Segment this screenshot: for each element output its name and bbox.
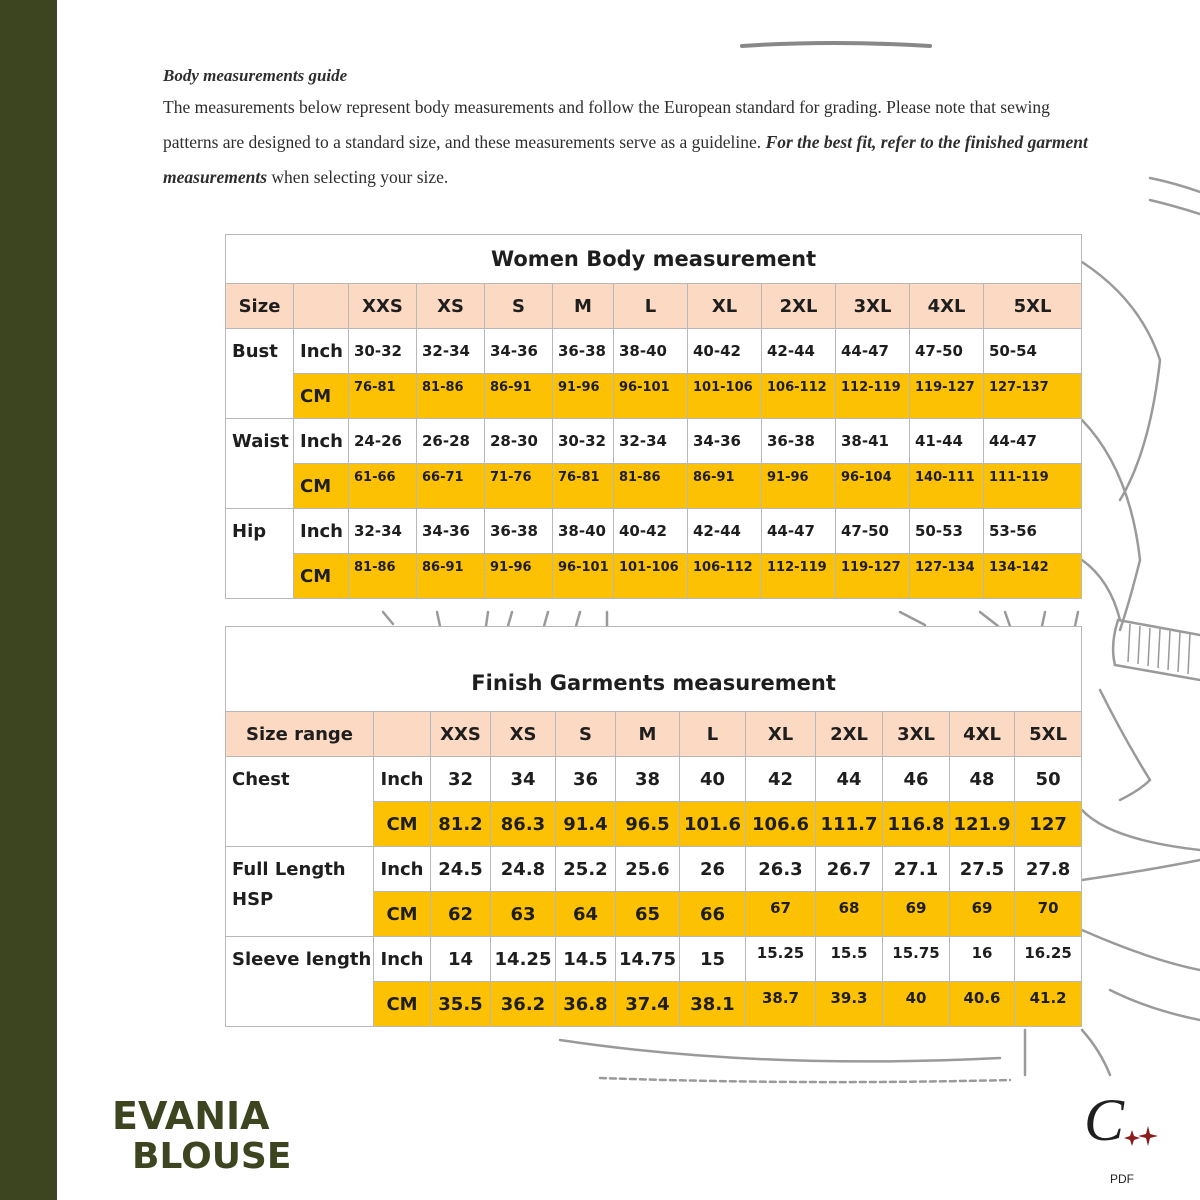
table-cell: 26.7: [816, 847, 883, 892]
table-cell: 42-44: [688, 509, 762, 554]
table-cell: 71-76: [485, 464, 553, 509]
table-cell: 81-86: [614, 464, 688, 509]
table-cell: 28-30: [485, 419, 553, 464]
table-cell: 63: [491, 892, 556, 937]
table-cell: 64: [556, 892, 616, 937]
intro-text: [163, 62, 1093, 195]
table-cell: 40.6: [950, 982, 1015, 1027]
table-cell: 16: [950, 937, 1015, 982]
table-cell: 91.4: [556, 802, 616, 847]
size-col-header: 2XL: [816, 712, 883, 757]
table-cell: 111.7: [816, 802, 883, 847]
table-cell: 62: [431, 892, 491, 937]
table-cell: 76-81: [349, 374, 417, 419]
table-cell: 86-91: [688, 464, 762, 509]
table-cell: 86-91: [485, 374, 553, 419]
table-cell: 127-134: [910, 554, 984, 599]
table-cell: 61-66: [349, 464, 417, 509]
table-cell: 42-44: [762, 329, 836, 374]
table-cell: 27.8: [1015, 847, 1082, 892]
unit-cm: CM: [294, 554, 349, 599]
measurement-label: Sleeve length: [226, 937, 374, 1027]
table-cell: 14: [431, 937, 491, 982]
intro-paragraph: [163, 90, 1093, 195]
size-col-header: XXS: [431, 712, 491, 757]
size-col-header: M: [616, 712, 680, 757]
size-col-header: 2XL: [762, 284, 836, 329]
unit-inch: Inch: [294, 419, 349, 464]
table-cell: 112-119: [762, 554, 836, 599]
measurement-label: Bust: [226, 329, 294, 419]
size-col-header: XS: [491, 712, 556, 757]
table-cell: 44-47: [836, 329, 910, 374]
size-col-header: S: [556, 712, 616, 757]
measurement-label: Waist: [226, 419, 294, 509]
table-cell: 86-91: [417, 554, 485, 599]
table-cell: 32: [431, 757, 491, 802]
measurement-label: Full Length HSP: [226, 847, 374, 937]
table-cell: 44-47: [984, 419, 1082, 464]
unit-header-empty: [374, 712, 431, 757]
table-cell: 36-38: [762, 419, 836, 464]
table-cell: 121.9: [950, 802, 1015, 847]
table-cell: 26-28: [417, 419, 485, 464]
unit-cm: CM: [374, 982, 431, 1027]
table-cell: 101-106: [614, 554, 688, 599]
unit-cm: CM: [294, 464, 349, 509]
table-cell: 47-50: [836, 509, 910, 554]
table-cell: 26.3: [746, 847, 816, 892]
table-cell: 36.2: [491, 982, 556, 1027]
unit-inch: Inch: [374, 847, 431, 892]
table-cell: 27.5: [950, 847, 1015, 892]
table-cell: 15.25: [746, 937, 816, 982]
table-cell: 27.1: [883, 847, 950, 892]
table-cell: 47-50: [910, 329, 984, 374]
table-cell: 91-96: [762, 464, 836, 509]
table-cell: 38.7: [746, 982, 816, 1027]
size-col-header: S: [485, 284, 553, 329]
unit-cm: CM: [374, 802, 431, 847]
size-col-header: M: [553, 284, 614, 329]
table-cell: 38-41: [836, 419, 910, 464]
table-cell: 119-127: [910, 374, 984, 419]
table-cell: 106-112: [762, 374, 836, 419]
table-cell: 26: [680, 847, 746, 892]
table-cell: 41-44: [910, 419, 984, 464]
intro-emphasis: For the best fit, refer to the finished garment measurements: [163, 132, 1088, 187]
brand-title: [112, 1095, 291, 1177]
logo-mark: C: [1084, 1087, 1125, 1153]
table-cell: 66-71: [417, 464, 485, 509]
table-cell: 91-96: [485, 554, 553, 599]
table-cell: 36-38: [485, 509, 553, 554]
table-cell: 69: [883, 892, 950, 937]
table-cell: 15: [680, 937, 746, 982]
table-cell: 101.6: [680, 802, 746, 847]
intro-body-end: when selecting your size.: [271, 167, 449, 187]
measurement-label: Chest: [226, 757, 374, 847]
table-cell: 41.2: [1015, 982, 1082, 1027]
table-cell: 96.5: [616, 802, 680, 847]
table-cell: 111-119: [984, 464, 1082, 509]
table-cell: 119-127: [836, 554, 910, 599]
size-col-header: L: [680, 712, 746, 757]
table-cell: 106.6: [746, 802, 816, 847]
sparkle-icon: [1082, 1090, 1172, 1170]
table-cell: 76-81: [553, 464, 614, 509]
brand-line-2: BLOUSE: [132, 1136, 292, 1177]
table-cell: 15.5: [816, 937, 883, 982]
table-cell: 106-112: [688, 554, 762, 599]
table-cell: 40-42: [688, 329, 762, 374]
table-cell: 91-96: [553, 374, 614, 419]
size-col-header: 3XL: [883, 712, 950, 757]
size-range-header: Size range: [226, 712, 374, 757]
table-cell: 46: [883, 757, 950, 802]
unit-inch: Inch: [294, 329, 349, 374]
table-cell: 96-101: [553, 554, 614, 599]
table-cell: 96-104: [836, 464, 910, 509]
size-col-header: XL: [746, 712, 816, 757]
size-col-header: 4XL: [910, 284, 984, 329]
table-cell: 50-53: [910, 509, 984, 554]
table-cell: 40-42: [614, 509, 688, 554]
unit-cm: CM: [294, 374, 349, 419]
women-body-measurement-table: [225, 234, 1082, 599]
table-title: Finish Garments measurement: [226, 627, 1082, 712]
size-col-header: XXS: [349, 284, 417, 329]
table-cell: 32-34: [417, 329, 485, 374]
size-col-header: XL: [688, 284, 762, 329]
table-cell: 25.6: [616, 847, 680, 892]
table-cell: 24.5: [431, 847, 491, 892]
finished-garment-measurement-table: [225, 626, 1082, 1027]
table-cell: 36-38: [553, 329, 614, 374]
table-cell: 134-142: [984, 554, 1082, 599]
size-col-header: 4XL: [950, 712, 1015, 757]
brand-logo: [1082, 1087, 1172, 1190]
table-cell: 140-111: [910, 464, 984, 509]
table-cell: 14.75: [616, 937, 680, 982]
table-cell: 50: [1015, 757, 1082, 802]
table-cell: 36.8: [556, 982, 616, 1027]
table-cell: 30-32: [553, 419, 614, 464]
logo-label: PDF: [1110, 1172, 1134, 1186]
table-cell: 14.5: [556, 937, 616, 982]
table-cell: 38-40: [553, 509, 614, 554]
table-cell: 37.4: [616, 982, 680, 1027]
table-cell: 32-34: [349, 509, 417, 554]
size-col-header: 3XL: [836, 284, 910, 329]
table-cell: 66: [680, 892, 746, 937]
table-cell: 34: [491, 757, 556, 802]
table-cell: 40: [680, 757, 746, 802]
table-cell: 24.8: [491, 847, 556, 892]
table-title: Women Body measurement: [226, 235, 1082, 284]
size-header: Size: [226, 284, 294, 329]
size-col-header: XS: [417, 284, 485, 329]
table-cell: 38: [616, 757, 680, 802]
table-cell: 86.3: [491, 802, 556, 847]
table-cell: 53-56: [984, 509, 1082, 554]
table-cell: 36: [556, 757, 616, 802]
table-cell: 44: [816, 757, 883, 802]
table-cell: 68: [816, 892, 883, 937]
table-cell: 42: [746, 757, 816, 802]
table-cell: 127: [1015, 802, 1082, 847]
table-cell: 34-36: [485, 329, 553, 374]
table-cell: 44-47: [762, 509, 836, 554]
size-col-header: L: [614, 284, 688, 329]
table-cell: 15.75: [883, 937, 950, 982]
unit-inch: Inch: [374, 757, 431, 802]
size-col-header: 5XL: [984, 284, 1082, 329]
table-cell: 116.8: [883, 802, 950, 847]
unit-cm: CM: [374, 892, 431, 937]
table-cell: 38.1: [680, 982, 746, 1027]
table-cell: 127-137: [984, 374, 1082, 419]
table-cell: 81-86: [349, 554, 417, 599]
table-cell: 50-54: [984, 329, 1082, 374]
table-cell: 69: [950, 892, 1015, 937]
table-cell: 34-36: [417, 509, 485, 554]
unit-inch: Inch: [374, 937, 431, 982]
table-cell: 81.2: [431, 802, 491, 847]
size-col-header: 5XL: [1015, 712, 1082, 757]
table-cell: 101-106: [688, 374, 762, 419]
table-cell: 65: [616, 892, 680, 937]
table-cell: 81-86: [417, 374, 485, 419]
table-cell: 38-40: [614, 329, 688, 374]
intro-body: The measurements below represent body measurements and follow the European standard for grading. Please note that sewing patterns are designed to a standard size, and these measurements serve as a guideline.: [163, 97, 1050, 152]
unit-header-empty: [294, 284, 349, 329]
table-cell: 70: [1015, 892, 1082, 937]
table-cell: 32-34: [614, 419, 688, 464]
intro-heading: Body measurements guide: [163, 66, 348, 85]
table-cell: 112-119: [836, 374, 910, 419]
table-cell: 40: [883, 982, 950, 1027]
table-cell: 96-101: [614, 374, 688, 419]
measurement-label: Hip: [226, 509, 294, 599]
table-cell: 14.25: [491, 937, 556, 982]
table-cell: 16.25: [1015, 937, 1082, 982]
table-cell: 30-32: [349, 329, 417, 374]
table-cell: 67: [746, 892, 816, 937]
unit-inch: Inch: [294, 509, 349, 554]
table-cell: 35.5: [431, 982, 491, 1027]
brand-line-1: EVANIA: [112, 1094, 270, 1138]
table-cell: 39.3: [816, 982, 883, 1027]
table-cell: 25.2: [556, 847, 616, 892]
table-cell: 48: [950, 757, 1015, 802]
table-cell: 24-26: [349, 419, 417, 464]
table-cell: 34-36: [688, 419, 762, 464]
